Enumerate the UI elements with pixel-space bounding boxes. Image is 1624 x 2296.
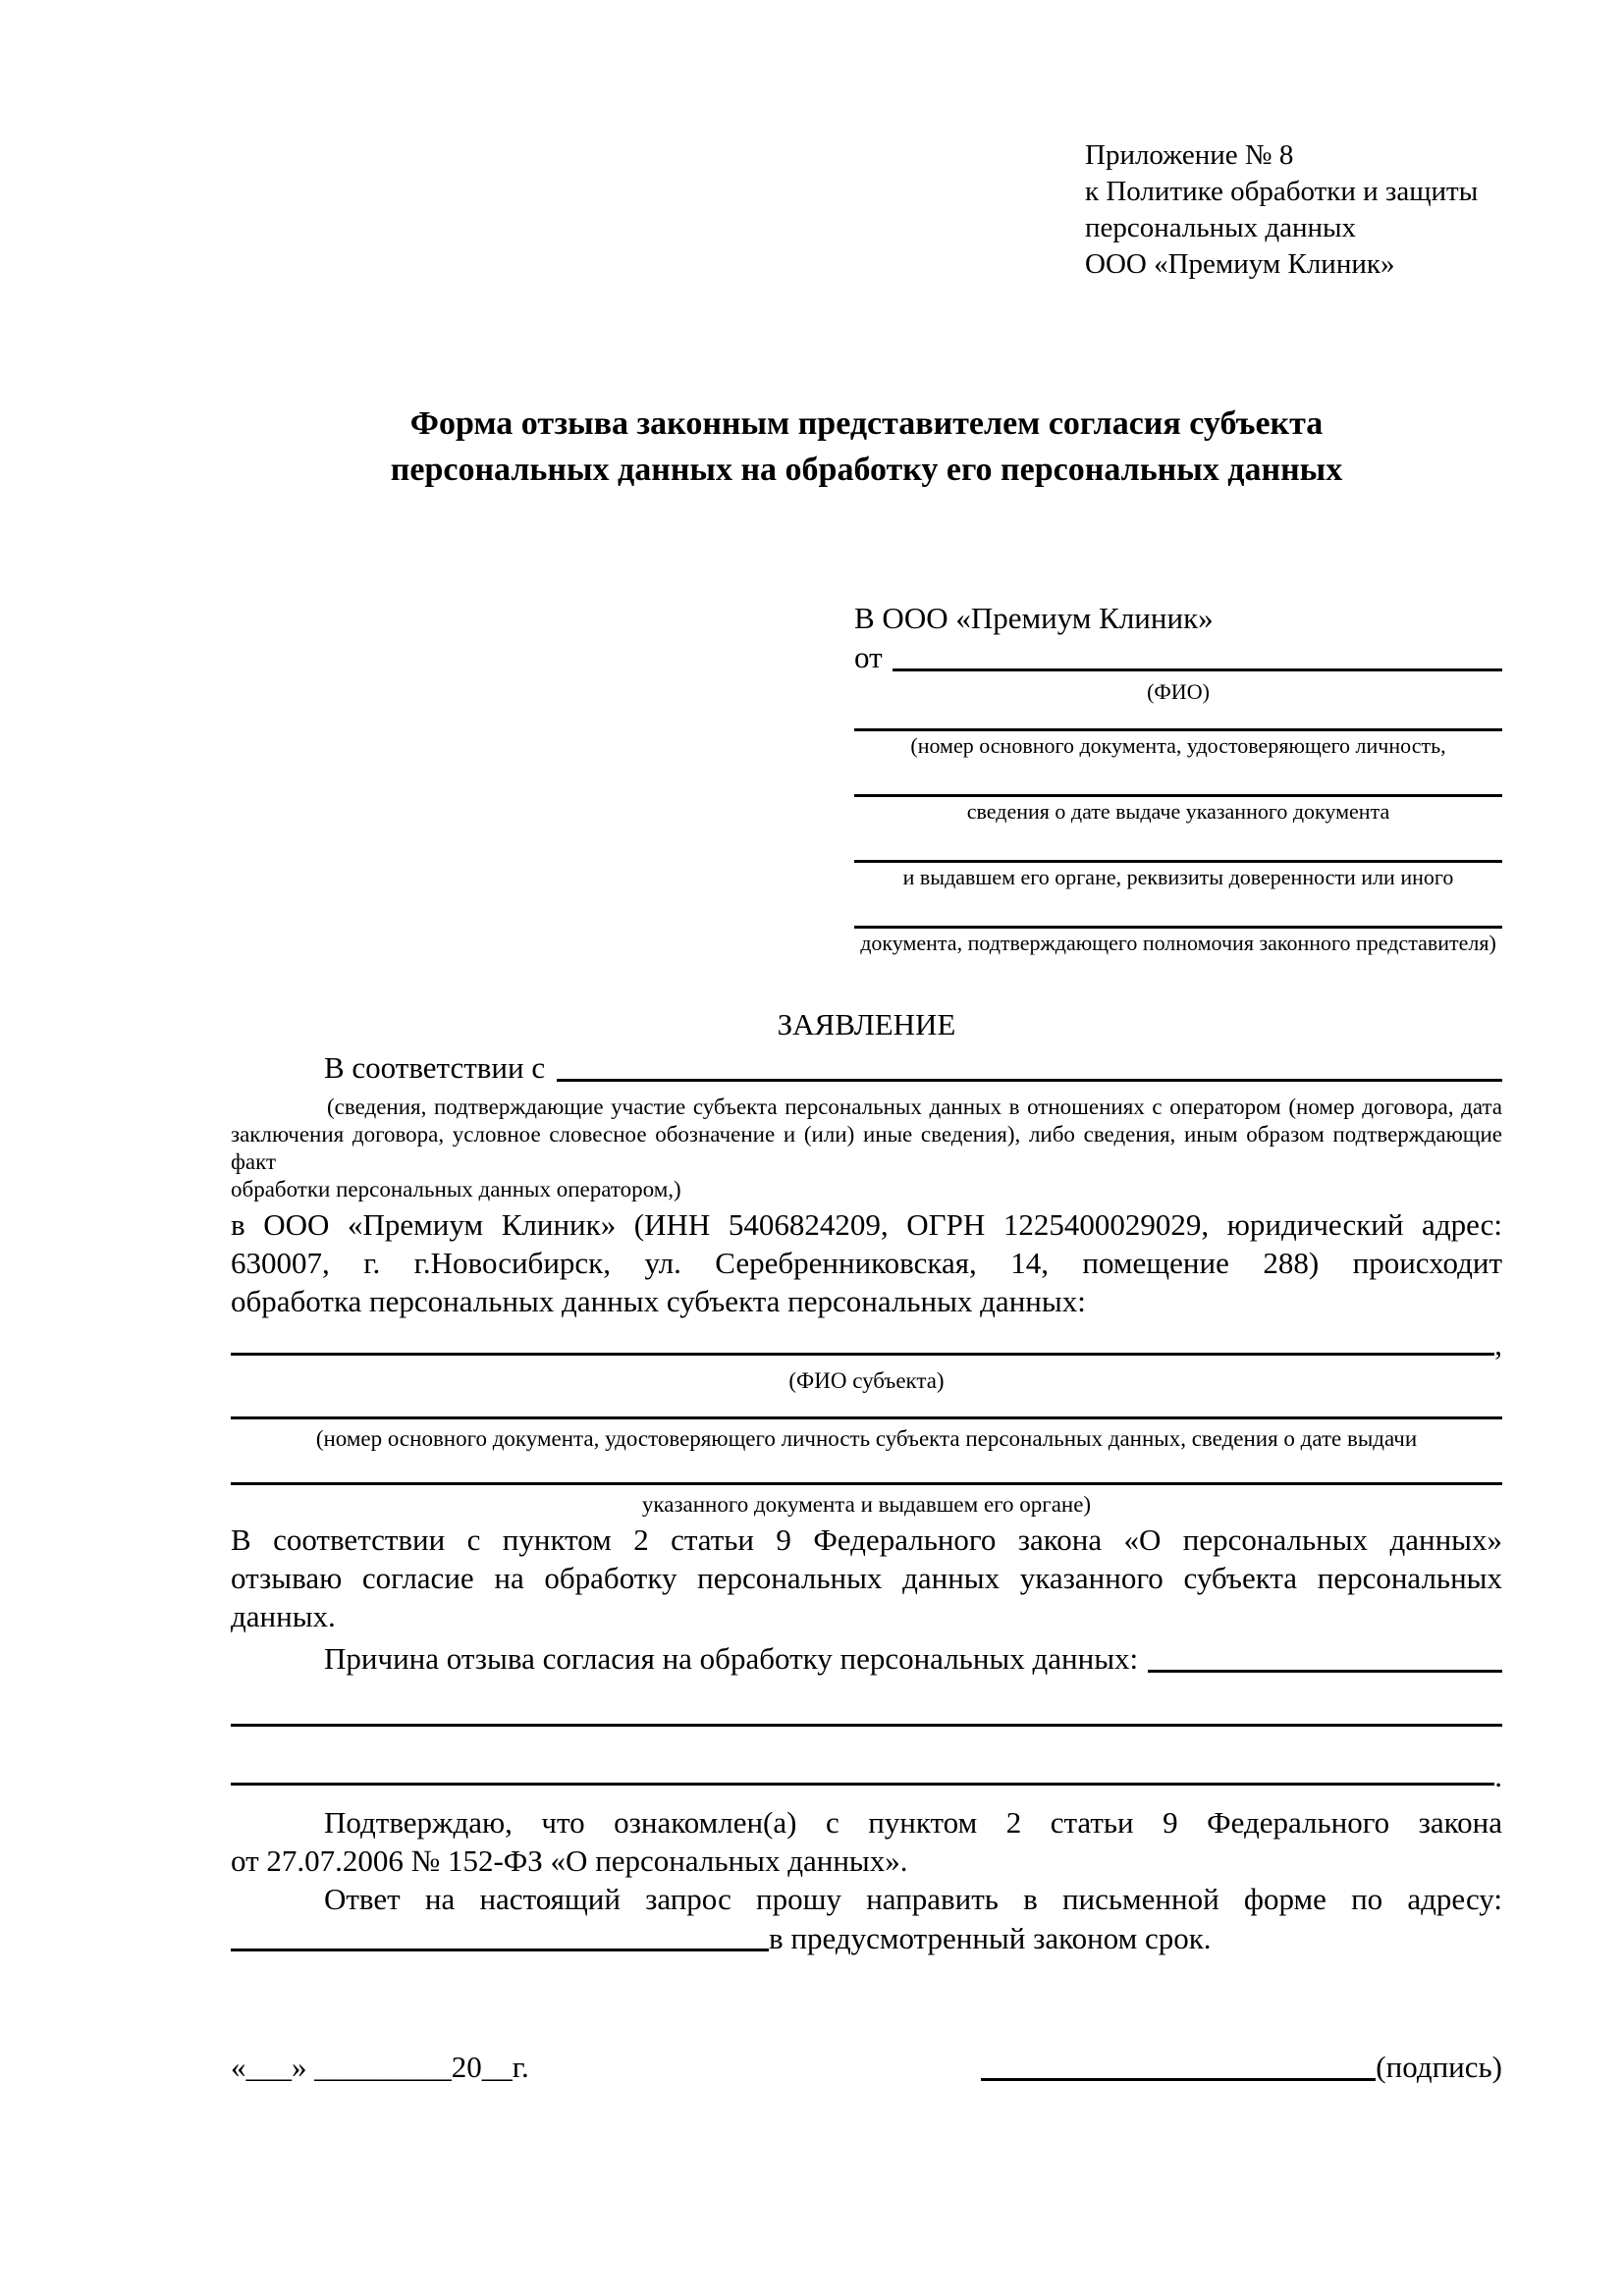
reason-row bbox=[231, 1639, 1502, 1679]
appendix-header-line: Приложение № 8 bbox=[1085, 139, 1294, 171]
signature-field-line[interactable] bbox=[981, 2078, 1376, 2081]
subject-doc-caption: указанного документа и выдавшем его органе) bbox=[641, 1492, 1092, 1517]
reason-field-line[interactable] bbox=[1148, 1670, 1502, 1673]
fio-caption: (ФИО) bbox=[1147, 679, 1210, 704]
withdraw-paragraph-line: данных. bbox=[231, 1599, 336, 1633]
addressee-from-row bbox=[854, 638, 1502, 677]
reason-field-row bbox=[231, 1756, 1502, 1791]
representative-doc-caption: и выдавшем его органе, реквизиты доверенности или иного bbox=[902, 865, 1454, 889]
from-label: от bbox=[854, 640, 883, 674]
representative-doc-field-line[interactable] bbox=[854, 860, 1502, 863]
representative-doc-caption: сведения о дате выдаче указанного документа bbox=[966, 799, 1390, 824]
appendix-header-line: к Политике обработки и защиты bbox=[1085, 176, 1479, 207]
withdraw-paragraph-line: отзываю согласие на обработку персональных данных указанного субъекта персональных bbox=[231, 1561, 1502, 1595]
operator-paragraph-line: в ООО «Премиум Клиник» (ИНН 5406824209, ОГРН 1225400029029, юридический адрес: bbox=[231, 1207, 1502, 1242]
basis-field-line[interactable] bbox=[557, 1079, 1502, 1082]
intro-caption-line: заключения договора, условное словесное обозначение и (или) иные сведения), либо сведения, иным образом подтверждающие факт bbox=[231, 1122, 1502, 1174]
reason-field-line[interactable] bbox=[231, 1724, 1502, 1727]
reply-suffix: в предусмотренный законом срок. bbox=[769, 1921, 1212, 1955]
appendix-header-line: ООО «Премиум Клиник» bbox=[1085, 248, 1395, 280]
intro-row bbox=[231, 1048, 1502, 1088]
subject-fio-caption: (ФИО субъекта) bbox=[788, 1368, 945, 1393]
document-title bbox=[231, 400, 1502, 493]
representative-doc-field-line[interactable] bbox=[854, 794, 1502, 797]
representative-doc-caption: документа, подтверждающего полномочия законного представителя) bbox=[860, 931, 1496, 955]
addressee-to: В ООО «Премиум Клиник» bbox=[854, 601, 1214, 635]
intro-prefix: В соответствии с bbox=[324, 1050, 546, 1085]
reply-address-field-line[interactable] bbox=[231, 1949, 769, 1951]
addressee-block bbox=[854, 599, 1502, 956]
appendix-header bbox=[1085, 137, 1502, 283]
intro-caption bbox=[231, 1094, 1502, 1203]
withdraw-paragraph bbox=[231, 1521, 1502, 1635]
withdraw-paragraph-line: В соответствии с пунктом 2 статьи 9 Федерального закона «О персональных данных» bbox=[231, 1522, 1502, 1557]
confirm-paragraph-line: Подтверждаю, что ознакомлен(а) с пунктом 2 статьи 9 Федерального закона bbox=[324, 1805, 1502, 1840]
representative-doc-field-line[interactable] bbox=[854, 728, 1502, 731]
reason-trailing-period: . bbox=[1494, 1759, 1502, 1793]
intro-caption-line: обработки персональных данных оператором,) bbox=[231, 1177, 681, 1201]
document-title-line: персональных данных на обработку его персональных данных bbox=[390, 452, 1343, 488]
operator-paragraph-line: обработка персональных данных субъекта персональных данных: bbox=[231, 1284, 1086, 1318]
representative-fio-field-line[interactable] bbox=[893, 668, 1502, 671]
subject-fio-row bbox=[231, 1322, 1502, 1362]
appendix-header-line: персональных данных bbox=[1085, 212, 1357, 243]
subject-doc-field-line[interactable] bbox=[231, 1482, 1502, 1485]
date-field[interactable]: «___» _________20__г. bbox=[231, 2050, 529, 2084]
signature-caption: (подпись) bbox=[1376, 2050, 1502, 2084]
reply-address-row bbox=[231, 1918, 1502, 1957]
operator-paragraph bbox=[231, 1205, 1502, 1320]
reason-prefix: Причина отзыва согласия на обработку персональных данных: bbox=[324, 1641, 1139, 1676]
intro-caption-line: (сведения, подтверждающие участие субъекта персональных данных в отношениях с оператором (номер договора, дата bbox=[327, 1095, 1502, 1119]
statement-heading: ЗАЯВЛЕНИЕ bbox=[777, 1007, 956, 1041]
subject-doc-field-line[interactable] bbox=[231, 1416, 1502, 1419]
representative-doc-caption: (номер основного документа, удостоверяющего личность, bbox=[910, 733, 1446, 758]
subject-fio-field-line[interactable] bbox=[231, 1353, 1494, 1356]
confirm-paragraph bbox=[231, 1803, 1502, 1880]
reason-field-line[interactable] bbox=[231, 1783, 1494, 1786]
reply-paragraph-line: Ответ на настоящий запрос прошу направить в письменной форме по адресу: bbox=[324, 1882, 1502, 1916]
subject-doc-caption: (номер основного документа, удостоверяющего личность субъекта персональных данных, сведения о дате выдачи bbox=[315, 1426, 1418, 1451]
signature-group bbox=[981, 2048, 1502, 2087]
subject-fio-trailing-comma: , bbox=[1494, 1327, 1502, 1362]
representative-doc-field-line[interactable] bbox=[854, 926, 1502, 929]
document-title-line: Форма отзыва законным представителем согласия субъекта bbox=[409, 405, 1324, 442]
operator-paragraph-line: 630007, г. г.Новосибирск, ул. Серебренниковская, 14, помещение 288) происходит bbox=[231, 1246, 1502, 1280]
confirm-paragraph-line: от 27.07.2006 № 152-ФЗ «О персональных данных». bbox=[231, 1843, 908, 1878]
footer-row bbox=[231, 2048, 1502, 2087]
